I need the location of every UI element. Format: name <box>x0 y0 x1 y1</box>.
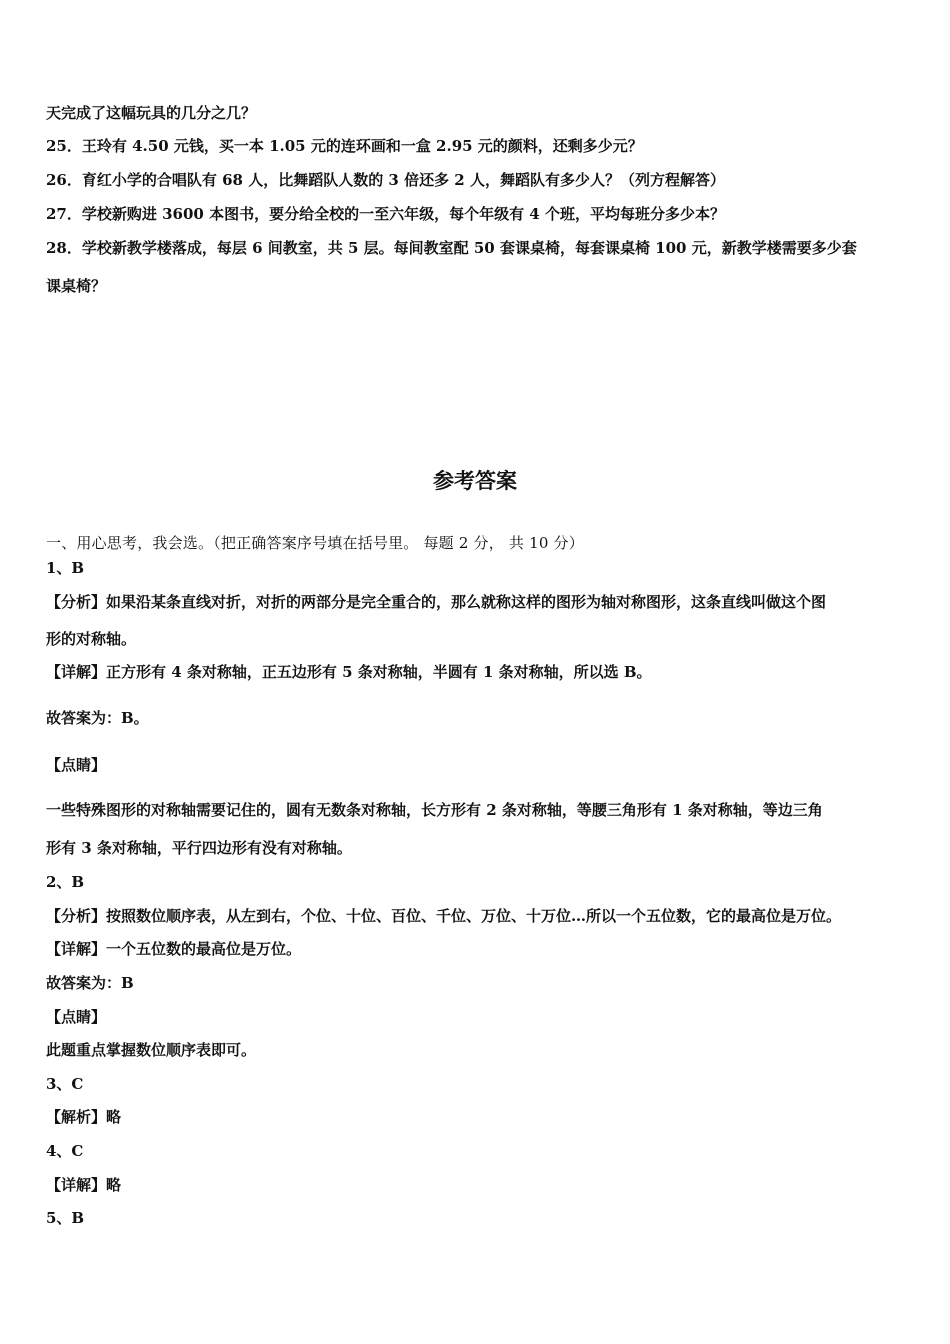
answer-3-analysis: 【解析】略 <box>46 1108 122 1126</box>
answer-5-number: 5、B <box>46 1209 85 1227</box>
answer-1-analysis-line2: 形的对称轴。 <box>46 630 137 648</box>
answers-title: 参考答案 <box>433 469 517 493</box>
question-25: 25．王玲有 4.50 元钱，买一本 1.05 元的连环画和一盒 2.95 元的颜料，还剩多少元？ <box>46 137 643 155</box>
section-1-heading: 一、用心思考，我会选。（把正确答案序号填在括号里。 每题 2 分， 共 10 分） <box>46 534 584 552</box>
answer-3-number: 3、C <box>46 1075 84 1093</box>
answer-2-tip: 此题重点掌握数位顺序表即可。 <box>46 1041 257 1059</box>
answer-4-detail: 【详解】略 <box>46 1176 122 1194</box>
answer-2-number: 2、B <box>46 873 85 891</box>
answer-2-conclusion: 故答案为：B <box>46 974 134 992</box>
answer-1-analysis-line1: 【分析】如果沿某条直线对折，对折的两部分是完全重合的，那么就称这样的图形为轴对称图形，这条直线叫做这个图 <box>46 593 827 611</box>
answer-4-number: 4、C <box>46 1142 84 1160</box>
answer-1-conclusion: 故答案为：B。 <box>46 709 149 727</box>
answer-1-number: 1、B <box>46 559 85 577</box>
answer-1-tip-line2: 形有 3 条对称轴，平行四边形有没有对称轴。 <box>46 839 352 857</box>
answer-1-detail: 【详解】正方形有 4 条对称轴，正五边形有 5 条对称轴，半圆有 1 条对称轴，所以选 B。 <box>46 663 652 681</box>
question-28-line2: 课桌椅？ <box>46 277 107 295</box>
answer-1-tip-label: 【点睛】 <box>46 756 107 774</box>
answer-2-analysis: 【分析】按照数位顺序表，从左到右，个位、十位、百位、千位、万位、十万位…所以一个五位数，它的最高位是万位。 <box>46 907 842 925</box>
answer-2-detail: 【详解】一个五位数的最高位是万位。 <box>46 940 302 958</box>
question-24-continuation: 天完成了这幅玩具的几分之几？ <box>46 104 257 122</box>
answer-1-tip-line1: 一些特殊图形的对称轴需要记住的，圆有无数条对称轴，长方形有 2 条对称轴，等腰三角形有 1 条对称轴，等边三角 <box>46 801 823 819</box>
answer-2-tip-label: 【点睛】 <box>46 1008 107 1026</box>
question-26: 26．育红小学的合唱队有 68 人，比舞蹈队人数的 3 倍还多 2 人，舞蹈队有多少人？（列方程解答） <box>46 171 725 189</box>
question-27: 27．学校新购进 3600 本图书，要分给全校的一至六年级，每个年级有 4 个班，平均每班分多少本？ <box>46 205 725 223</box>
question-28-line1: 28．学校新教学楼落成，每层 6 间教室，共 5 层。每间教室配 50 套课桌椅，每套课桌椅 100 元，新教学楼需要多少套 <box>46 239 857 257</box>
